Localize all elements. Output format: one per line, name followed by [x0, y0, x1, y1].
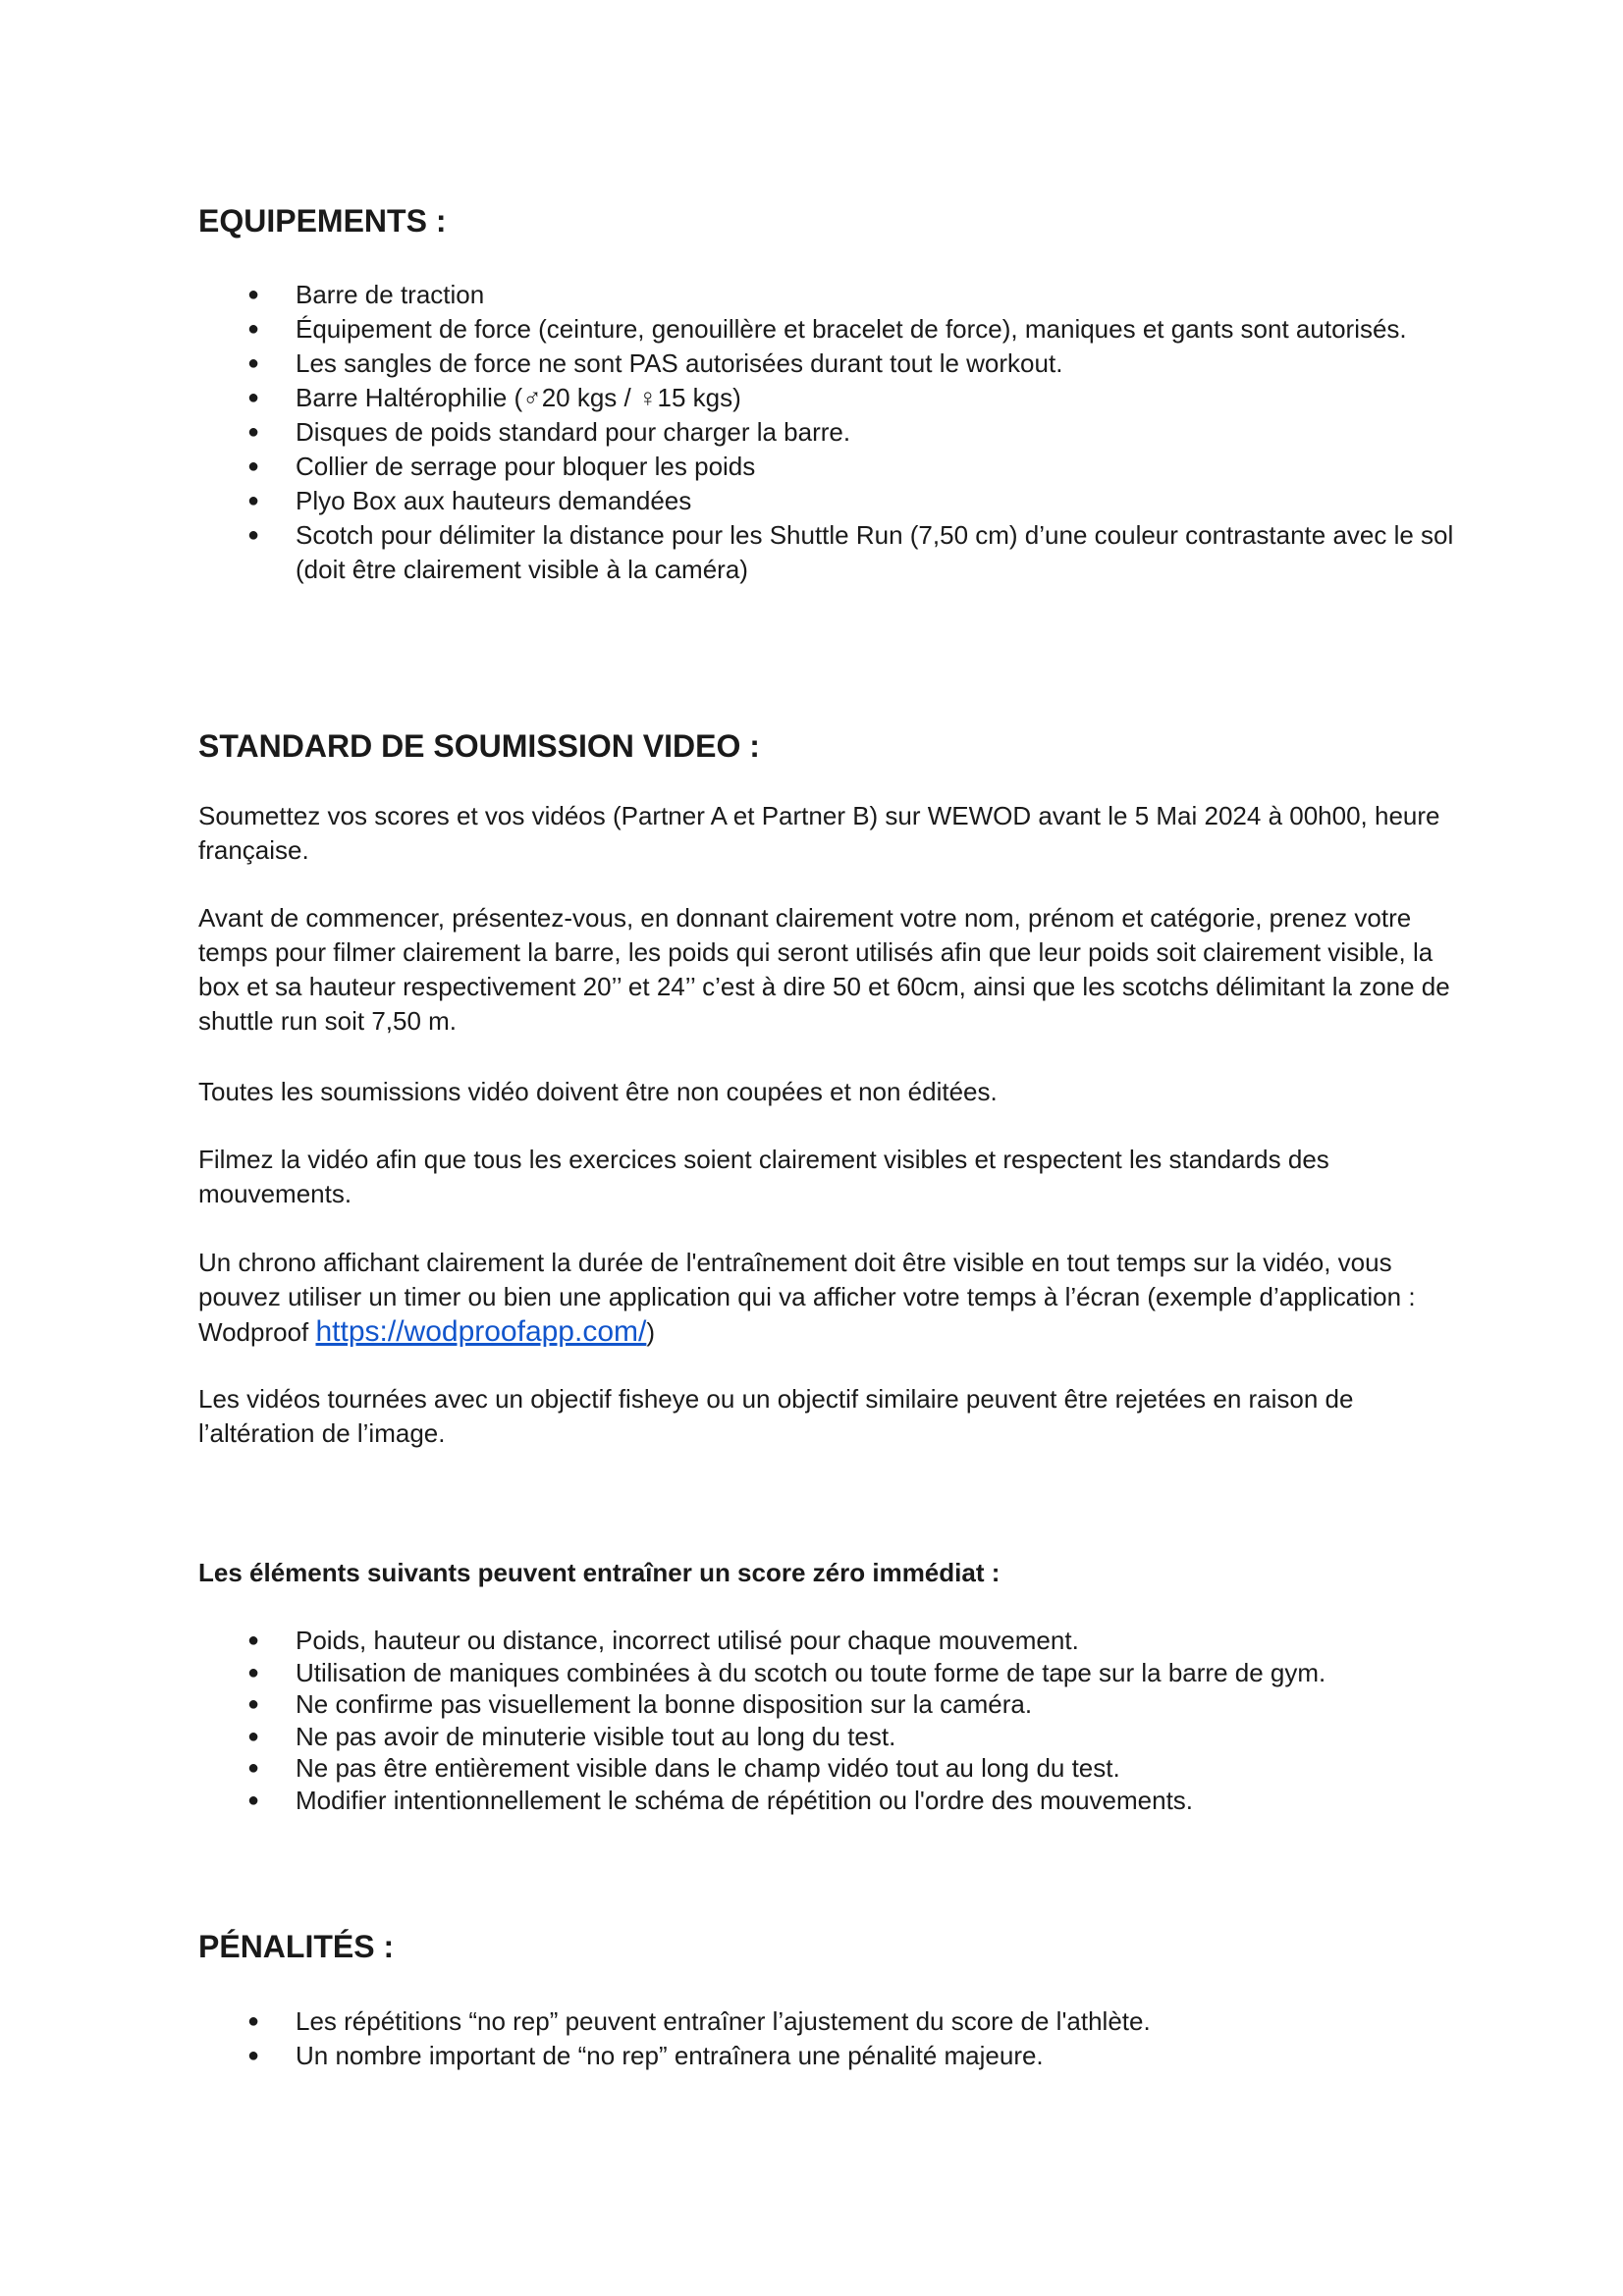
- list-item: ● Un nombre important de “no rep” entraînera une pénalité majeure.: [198, 2039, 1455, 2073]
- bullet-icon: ●: [247, 1693, 260, 1715]
- penalites-section: [198, 1927, 1455, 1966]
- penalites-list: [198, 2004, 1455, 2073]
- paragraph: Les vidéos tournées avec un objectif fisheye ou un objectif similaire peuvent être rejetées en raison de l’altération de l’image.: [198, 1384, 1354, 1448]
- bullet-icon: ●: [247, 284, 260, 305]
- bullet-icon: ●: [247, 490, 260, 511]
- list-item: ● Ne pas avoir de minuterie visible tout au long du test.: [247, 1721, 896, 1751]
- bullet-icon: ●: [247, 421, 260, 443]
- list-item: ● Scotch pour délimiter la distance pour les Shuttle Run (7,50 cm) d’une couleur contrastante avec le sol (doit être clairement visible à la caméra): [247, 520, 1454, 584]
- paragraph: Soumettez vos scores et vos vidéos (Partner A et Partner B) sur WEWOD avant le 5 Mai 2024 à 00h00, heure française.: [198, 801, 1440, 865]
- standard-p6-wrap: [198, 1382, 1455, 1451]
- standard-p2-wrap: [198, 901, 1455, 1039]
- list-item: ● Ne pas être entièrement visible dans le champ vidéo tout au long du test.: [247, 1753, 1120, 1783]
- paragraph: Avant de commencer, présentez-vous, en donnant clairement votre nom, prénom et catégorie, prenez votre temps pour filmer clairement la barre, les poids qui seront utilisés afin que leur poids soit clairement visible, la box et sa hauteur respectivement 20’’ et 24’’ c’est à dire 50 et 60cm, ainsi que les scotchs délimitant la zone de shuttle run soit 7,50 m.: [198, 903, 1450, 1036]
- bullet-icon: ●: [247, 2045, 260, 2066]
- list-item: ● Les sangles de force ne sont PAS autorisées durant tout le workout.: [198, 347, 1455, 381]
- bullet-icon: ●: [247, 1789, 260, 1811]
- standard-p1-wrap: [198, 799, 1455, 868]
- penalites-heading: PÉNALITÉS :: [198, 1929, 395, 1964]
- equipements-list: [198, 278, 1455, 587]
- standard-p4-wrap: [198, 1143, 1455, 1211]
- list-item: ● Ne confirme pas visuellement la bonne disposition sur la caméra.: [247, 1689, 1033, 1719]
- list-item: ● Barre de traction: [198, 278, 1455, 312]
- equipements-list-wrap: [198, 278, 1455, 587]
- list-item: ● Poids, hauteur ou distance, incorrect utilisé pour chaque mouvement.: [247, 1626, 1079, 1655]
- list-item: ● Les répétitions “no rep” peuvent entraîner l’ajustement du score de l'athlète.: [198, 2004, 1455, 2039]
- bullet-icon: ●: [247, 1725, 260, 1747]
- bullet-icon: ●: [247, 1629, 260, 1651]
- bullet-icon: ●: [247, 455, 260, 477]
- zero-heading: Les éléments suivants peuvent entraîner un score zéro immédiat :: [198, 1558, 1001, 1587]
- paragraph: Toutes les soumissions vidéo doivent être non coupées et non éditées.: [198, 1077, 998, 1106]
- zero-section: [198, 1556, 1455, 1589]
- list-item: ● Disques de poids standard pour charger la barre.: [198, 415, 1455, 450]
- bullet-icon: ●: [247, 387, 260, 408]
- equipements-section: [198, 201, 1455, 240]
- bullet-icon: ●: [247, 318, 260, 340]
- standard-heading: STANDARD DE SOUMISSION VIDEO :: [198, 728, 760, 764]
- bullet-icon: ●: [247, 2010, 260, 2032]
- standard-p3-wrap: [198, 1075, 1455, 1109]
- zero-list-wrap: [198, 1625, 1455, 1816]
- penalites-list-wrap: [198, 2004, 1455, 2073]
- paragraph: Filmez la vidéo afin que tous les exercices soient clairement visibles et respectent les standards des mouvements.: [198, 1145, 1329, 1208]
- list-item: ● Modifier intentionnellement le schéma de répétition ou l'ordre des mouvements.: [247, 1785, 1194, 1815]
- bullet-icon: ●: [247, 1661, 260, 1683]
- list-item: ● Barre Haltérophilie (♂20 kgs / ♀15 kgs): [198, 381, 1455, 415]
- bullet-icon: ●: [247, 352, 260, 374]
- list-item: ● Équipement de force (ceinture, genouillère et bracelet de force), maniques et gants sont autorisés.: [198, 312, 1455, 347]
- bullet-icon: ●: [247, 524, 260, 546]
- equipements-heading: EQUIPEMENTS :: [198, 203, 447, 239]
- standard-p5-wrap: [198, 1246, 1455, 1350]
- list-item: ● Plyo Box aux hauteurs demandées: [198, 484, 1455, 518]
- paragraph: Un chrono affichant clairement la durée de l'entraînement doit être visible en tout temps sur la vidéo, vous pouvez utiliser un timer ou bien une application qui va afficher votre temps à l’écran (exemple d’application : Wodproof https://wodproofapp.com/): [198, 1248, 1416, 1348]
- zero-list: [198, 1625, 1455, 1816]
- bullet-icon: ●: [247, 1757, 260, 1779]
- standard-section: [198, 726, 1455, 766]
- list-item: ● Utilisation de maniques combinées à du scotch ou toute forme de tape sur la barre de gym.: [247, 1657, 1326, 1687]
- list-item: ● Collier de serrage pour bloquer les poids: [198, 450, 1455, 484]
- wodproof-link[interactable]: https://wodproofapp.com/: [315, 1315, 647, 1348]
